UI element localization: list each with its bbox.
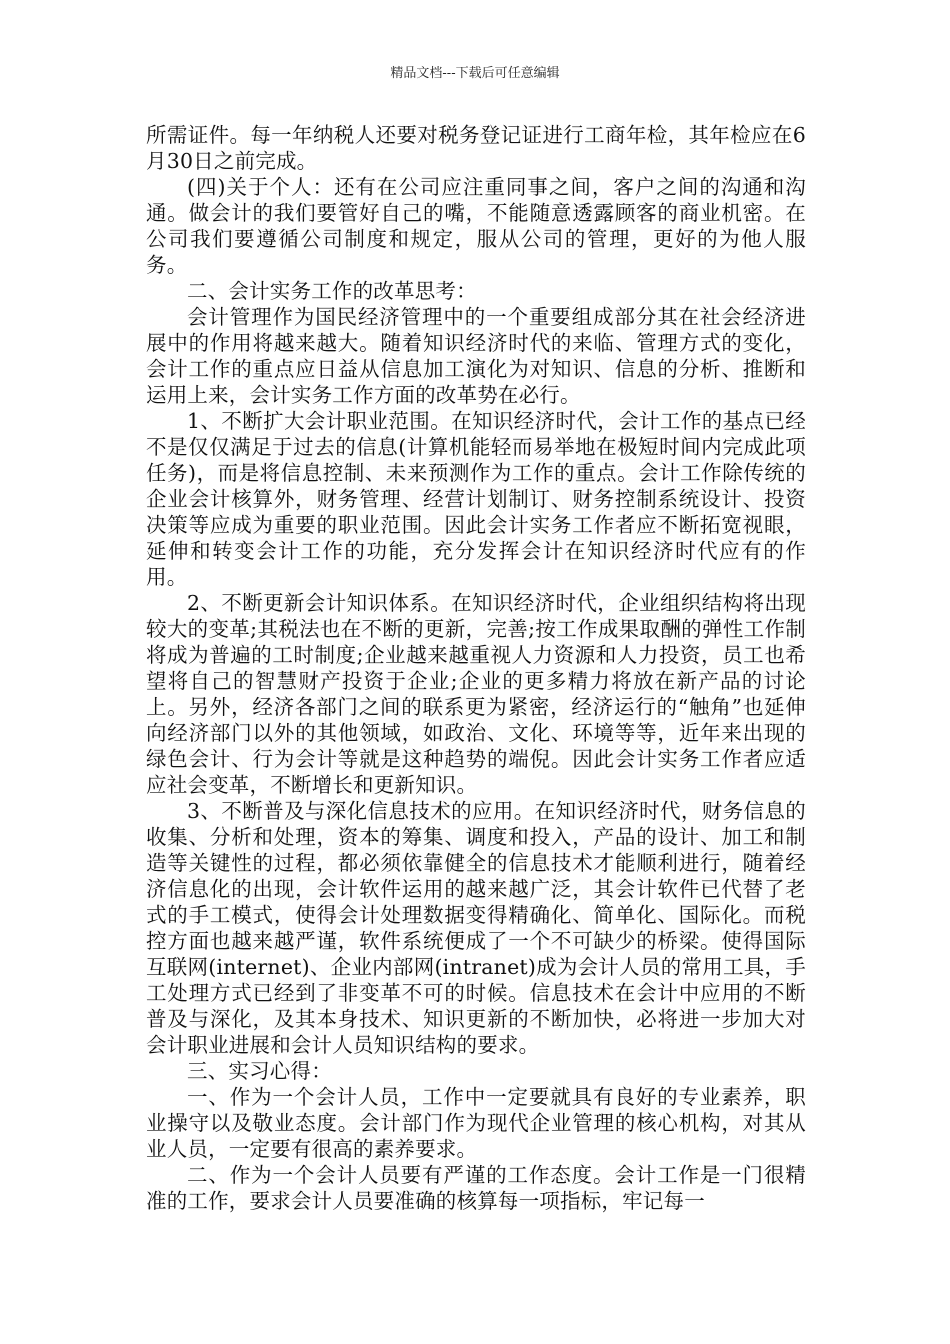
- paragraph-experience-1: 一、作为一个会计人员，工作中一定要就具有良好的专业素养，职业操守以及敬业态度。会计部门作为现代企业管理的核心机构，对其从业人员，一定要有很高的素养要求。: [146, 1085, 806, 1161]
- paragraph-reform-intro: 会计管理作为国民经济管理中的一个重要组成部分其在社会经济进展中的作用将越来越大。随着知识经济时代的来临、管理方式的变化，会计工作的重点应日益从信息加工演化为对知识、信息的分析、推断和运用上来，会计实务工作方面的改革势在必行。: [146, 305, 806, 407]
- page-header: 精品文档---下载后可任意编辑: [390, 66, 560, 81]
- paragraph-personal: (四)关于个人：还有在公司应注重同事之间，客户之间的沟通和沟通。做会计的我们要管好自己的嘴，不能随意透露顾客的商业机密。在公司我们要遵循公司制度和规定，服从公司的管理，更好的为他人服务。: [146, 175, 806, 277]
- paragraph-experience-2: 二、作为一个会计人员要有严谨的工作态度。会计工作是一门很精准的工作，要求会计人员要准确的核算每一项指标，牢记每一: [146, 1163, 806, 1213]
- paragraph-point-3: 3、不断普及与深化信息技术的应用。在知识经济时代，财务信息的收集、分析和处理，资本的筹集、调度和投入，产品的设计、加工和制造等关键性的过程，都必须依靠健全的信息技术才能顺利进行，随着经济信息化的出现，会计软件运用的越来越广泛，其会计软件已代替了老式的手工模式，使得会计处理数据变得精确化、简单化、国际化。而税控方面也越来越严谨，软件系统便成了一个不可缺少的桥梁。使得国际互联网(internet)、企业内部网(intranet)成为会计人员的常用工具，手工处理方式已经到了非变革不可的时候。信息技术在会计中应用的不断普及与深化，及其本身技术、知识更新的不断加快，必将进一步加大对会计职业进展和会计人员知识结构的要求。: [146, 799, 806, 1057]
- document-body: [146, 122, 806, 1214]
- section-heading-reform: 二、会计实务工作的改革思考：: [187, 279, 477, 303]
- paragraph-continuation: 所需证件。每一年纳税人还要对税务登记证进行工商年检，其年检应在6月30日之前完成。: [146, 123, 806, 173]
- paragraph-point-1: 1、不断扩大会计职业范围。在知识经济时代，会计工作的基点已经不是仅仅满足于过去的信息(计算机能轻而易举地在极短时间内完成此项任务)，而是将信息控制、未来预测作为工作的重点。会计工作除传统的企业会计核算外，财务管理、经营计划制订、财务控制系统设计、投资决策等应成为重要的职业范围。因此会计实务工作者应不断拓宽视眼，延伸和转变会计工作的功能，充分发挥会计在知识经济时代应有的作用。: [146, 409, 806, 589]
- section-heading-experience: 三、实习心得：: [187, 1059, 332, 1083]
- paragraph-point-2: 2、不断更新会计知识体系。在知识经济时代，企业组织结构将出现较大的变革;其税法也在不断的更新，完善;按工作成果取酬的弹性工作制将成为普遍的工时制度;企业越来越重视人力资源和人力投资，员工也希望将自己的智慧财产投资于企业;企业的更多精力将放在新产品的讨论上。另外，经济各部门之间的联系更为紧密，经济运行的“触角”也延伸向经济部门以外的其他领域，如政治、文化、环境等等，近年来出现的绿色会计、行为会计等就是这种趋势的端倪。因此会计实务工作者应适应社会变革，不断增长和更新知识。: [146, 591, 806, 797]
